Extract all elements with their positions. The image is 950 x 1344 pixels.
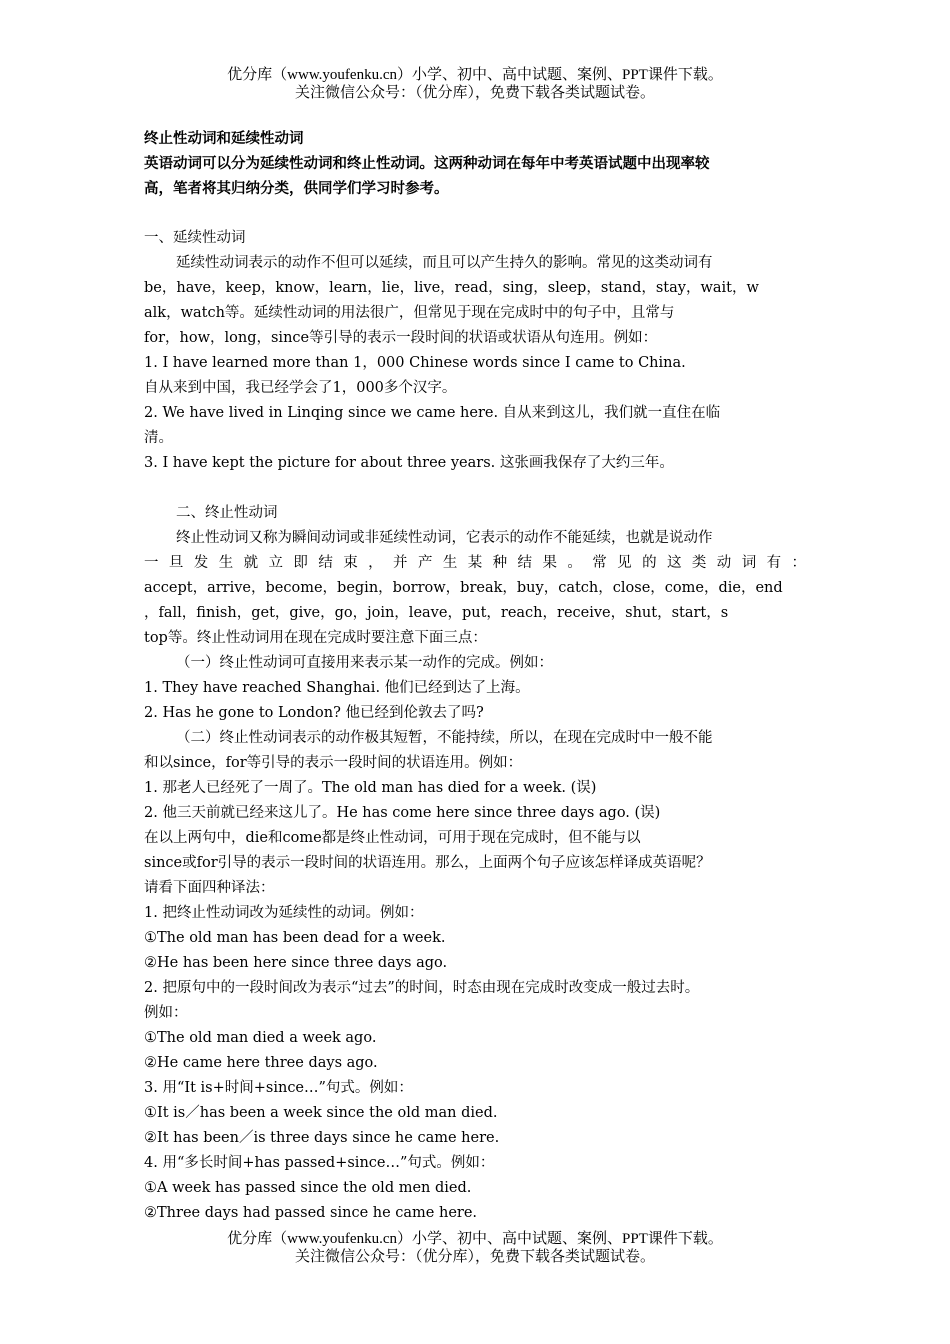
method-3-example-a: ①It is／has been a week since the old man died.: [144, 1105, 498, 1121]
section-1-example-2: 2. We have lived in Linqing since we came here. 自从来到这儿，我们就一直住在临: [144, 405, 721, 421]
blank-line: [144, 201, 806, 226]
header-line-2: 关注微信公众号：（优分库），免费下载各类试题试卷。: [294, 85, 655, 101]
method-4-example-a: ①A week has passed since the old men died.: [144, 1180, 472, 1196]
rule-1-heading: （一）终止性动词可直接用来表示某一动作的完成。例如：: [176, 655, 553, 671]
rule-2-comment-line-2: since或for引导的表示一段时间的状语连用。那么，上面两个句子应该怎样译成英语呢？: [144, 855, 711, 871]
header-line-1: 优分库（www.youfenku.cn）小学、初中、高中试题、案例、PPT课件下载。: [227, 67, 723, 83]
rule-2-comment-line-1: 在以上两句中，die和come都是终止性动词，可用于现在完成时，但不能与以: [144, 830, 641, 846]
page-header: [0, 66, 950, 102]
blank-line: [144, 476, 806, 501]
section-1-paragraph-line-4: for，how，long，since等引导的表示一段时间的状语或状语从句连用。例如：: [144, 330, 658, 346]
rule-1-example-2: 2. Has he gone to London? 他已经到伦敦去了吗?: [144, 705, 484, 721]
rule-1-example-1: 1. They have reached Shanghai. 他们已经到达了上海。: [144, 680, 530, 696]
method-1-heading: 1. 把终止性动词改为延续性的动词。例如：: [144, 905, 424, 921]
section-1-example-1: 1. I have learned more than 1，000 Chinese words since I came to China.: [144, 355, 686, 371]
method-4-example-b: ②Three days had passed since he came here.: [144, 1205, 478, 1221]
section-1-example-1-translation: 自从来到中国，我已经学会了1，000多个汉字。: [144, 380, 457, 396]
section-2-paragraph-line-4: ，fall，finish，get，give，go，join，leave，put，reach，receive，shut，start，s: [144, 605, 729, 621]
section-1-paragraph-line-1: 延续性动词表示的动作不但可以延续，而且可以产生持久的影响。常见的这类动词有: [176, 255, 713, 271]
method-1-example-b: ②He has been here since three days ago.: [144, 955, 448, 971]
section-1-heading: 一、延续性动词: [144, 230, 246, 246]
method-2-lead: 例如：: [144, 1005, 188, 1021]
method-2-heading: 2. 把原句中的一段时间改为表示“过去”的时间，时态由现在完成时改变成一般过去时。: [144, 980, 700, 996]
section-1-paragraph-line-2: be，have，keep，know，learn，lie，live，read，sing，sleep，stand，stay，wait，w: [144, 280, 759, 296]
method-2-example-b: ②He came here three days ago.: [144, 1055, 378, 1071]
section-2-paragraph-line-3: accept，arrive，become，begin，borrow，break，buy，catch，close，come，die，end: [144, 580, 783, 596]
document-body: [144, 126, 806, 1226]
method-4-heading: 4. 用“多长时间+has passed+since…”句式。例如：: [144, 1155, 495, 1171]
section-1-paragraph-line-3: alk，watch等。延续性动词的用法很广，但常见于现在完成时中的句子中，且常与: [144, 305, 675, 321]
intro-line-1: 英语动词可以分为延续性动词和终止性动词。这两种动词在每年中考英语试题中出现率较: [144, 155, 710, 172]
footer-line-2: 关注微信公众号：（优分库），免费下载各类试题试卷。: [294, 1249, 655, 1265]
method-3-example-b: ②It has been／is three days since he came here.: [144, 1130, 500, 1146]
section-2-paragraph-line-1: 终止性动词又称为瞬间动词或非延续性动词，它表示的动作不能延续，也就是说动作: [176, 530, 713, 546]
section-1-example-3: 3. I have kept the picture for about three years. 这张画我保存了大约三年。: [144, 455, 674, 471]
section-2-paragraph-line-5: top等。终止性动词用在现在完成时要注意下面三点：: [144, 630, 487, 646]
document-title: 终止性动词和延续性动词: [144, 130, 304, 147]
footer-line-1: 优分库（www.youfenku.cn）小学、初中、高中试题、案例、PPT课件下载。: [227, 1231, 723, 1247]
page-footer: [0, 1230, 950, 1266]
section-2-paragraph-line-2: 一旦发生就立即结束，并产生某种结果。常见的这类动词有：: [144, 555, 806, 571]
rule-2-comment-line-3: 请看下面四种译法：: [144, 880, 275, 896]
rule-2-example-2: 2. 他三天前就已经来这儿了。He has come here since three days ago. (误): [144, 805, 661, 821]
intro-line-2: 高，笔者将其归纳分类，供同学们学习时参考。: [144, 180, 449, 197]
section-2-heading: 二、终止性动词: [176, 505, 278, 521]
method-1-example-a: ①The old man has been dead for a week.: [144, 930, 446, 946]
rule-2-heading-line-2: 和以since，for等引导的表示一段时间的状语连用。例如：: [144, 755, 523, 771]
rule-2-heading-line-1: （二）终止性动词表示的动作极其短暂，不能持续，所以，在现在完成时中一般不能: [176, 730, 713, 746]
method-3-heading: 3. 用“It is+时间+since…”句式。例如：: [144, 1080, 413, 1096]
section-1-example-2-cont: 清。: [144, 430, 173, 446]
method-2-example-a: ①The old man died a week ago.: [144, 1030, 377, 1046]
rule-2-example-1: 1. 那老人已经死了一周了。The old man has died for a week. (误): [144, 780, 597, 796]
